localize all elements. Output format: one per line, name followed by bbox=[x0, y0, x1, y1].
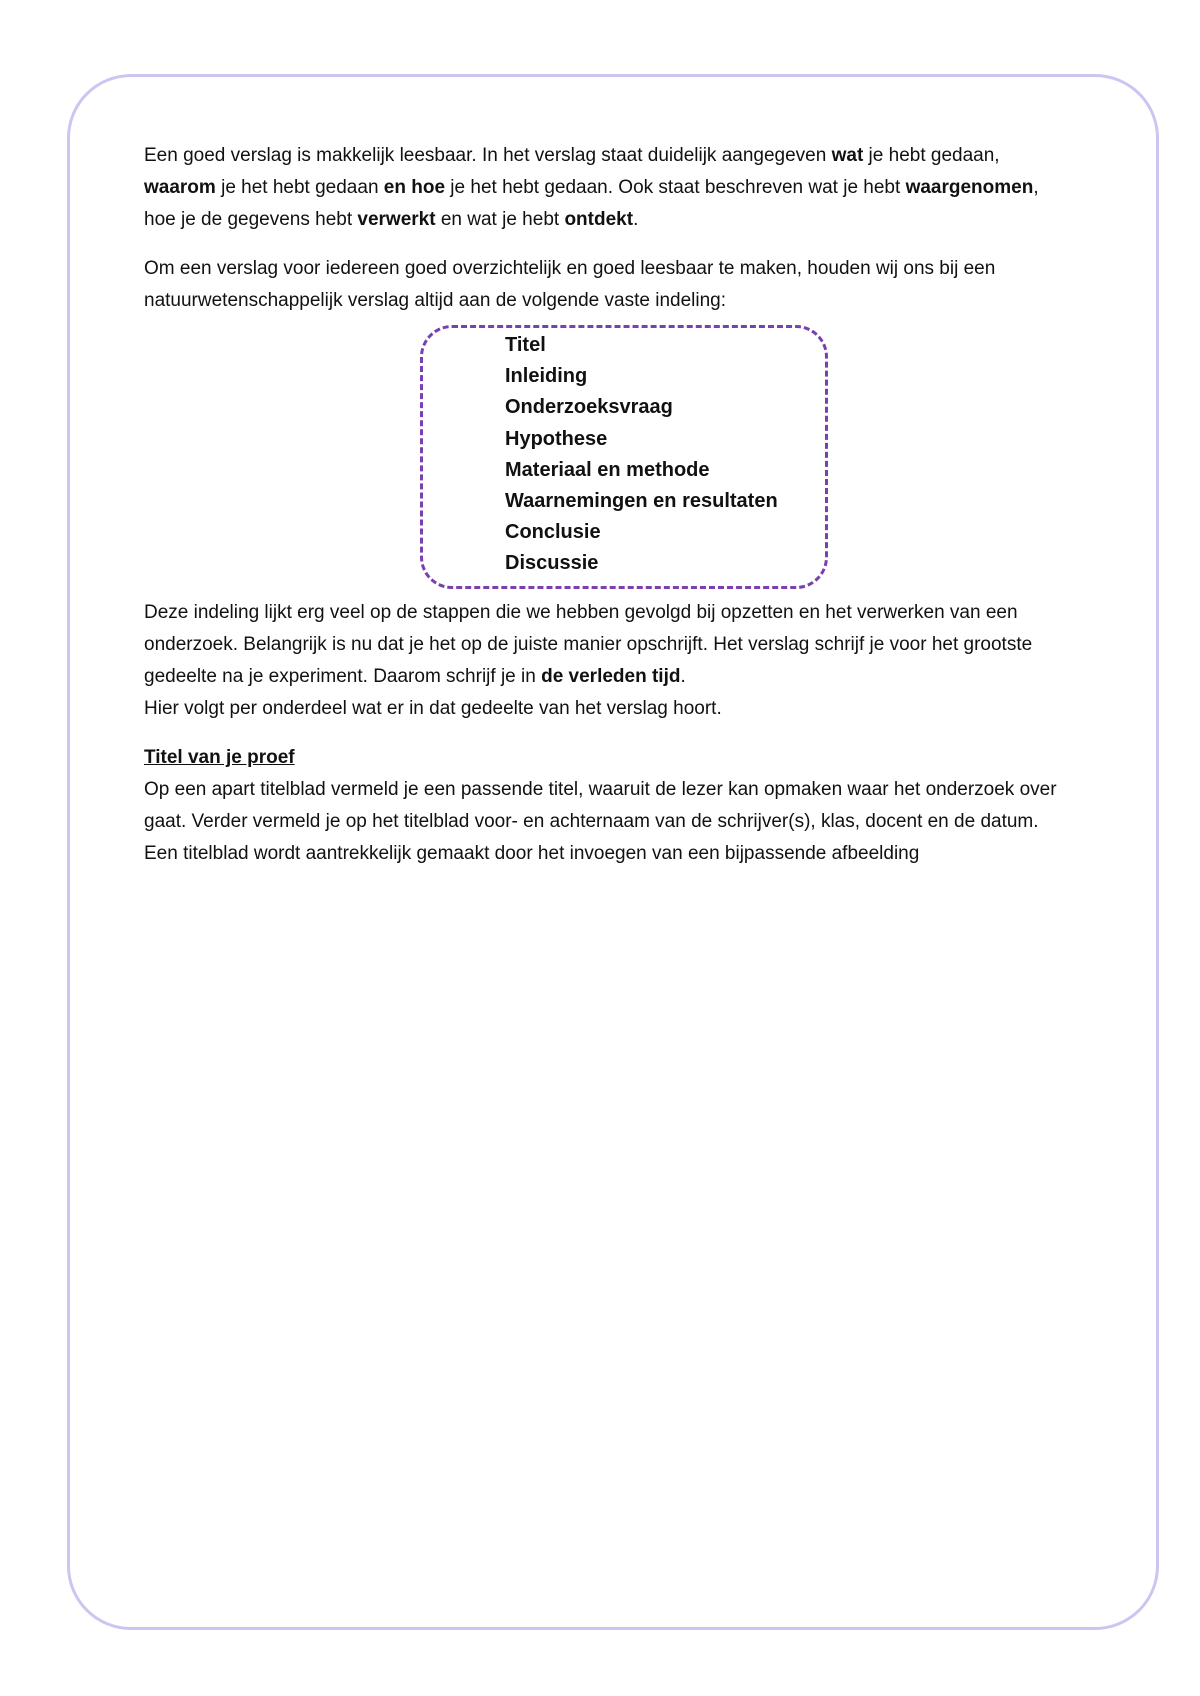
intro-text: je het hebt gedaan bbox=[215, 177, 384, 198]
document-body bbox=[144, 140, 1074, 870]
report-outline-box bbox=[420, 325, 828, 589]
section-body-titel: Op een apart titelblad vermeld je een passende titel, waaruit de lezer kan opmaken waar het onderzoek over gaat. Verder vermeld je op het titelblad voor- en achternaam van de schrijver(s), klas, docent en de datum. Een titelblad wordt aantrekkelijk gemaakt door het invoegen van een bijpassende afbeelding bbox=[144, 779, 1057, 864]
intro-paragraph-2: Om een verslag voor iedereen goed overzichtelijk en goed leesbaar te maken, houden wij ons bij een natuurwetenschappelijk verslag altijd aan de volgende vaste indeling: bbox=[144, 258, 996, 311]
outline-item-discussie: Discussie bbox=[505, 552, 599, 575]
intro-text: en wat je hebt bbox=[435, 209, 565, 230]
emphasis-waargenomen: waargenomen bbox=[905, 177, 1034, 198]
outline-item-titel: Titel bbox=[505, 334, 546, 356]
intro-paragraph-1 bbox=[144, 140, 1074, 236]
intro-text: . bbox=[633, 209, 639, 230]
emphasis-verleden-tijd: de verleden tijd bbox=[541, 666, 681, 687]
intro-text: Een goed verslag is makkelijk leesbaar. In het verslag staat duidelijk aangegeven bbox=[144, 145, 832, 166]
emphasis-waarom: waarom bbox=[144, 177, 216, 198]
outline-item-inleiding: Inleiding bbox=[505, 365, 588, 388]
intro-text: , hoe je de gegevens hebt bbox=[144, 177, 1039, 230]
emphasis-ontdekt: ontdekt bbox=[564, 209, 634, 230]
outline-explanation-paragraph bbox=[144, 597, 1074, 725]
intro-text: je het hebt gedaan. Ook staat beschreven wat je hebt bbox=[445, 177, 906, 198]
outline-item-waarnemingen: Waarnemingen en resultaten bbox=[505, 490, 778, 513]
outline-item-materiaal-en-methode: Materiaal en methode bbox=[505, 458, 710, 481]
explanation-text: . bbox=[680, 666, 686, 687]
explanation-text: Deze indeling lijkt erg veel op de stappen die we hebben gevolgd bij opzetten en het verwerken van een onderzoek. Belangrijk is nu dat je het op de juiste manier opschrijft. Het verslag schrijf je voor het grootste gedeelte na je experiment. Daarom schrijf je in bbox=[144, 602, 1033, 687]
section-heading-titel: Titel van je proef bbox=[144, 747, 295, 768]
explanation-line-2: Hier volgt per onderdeel wat er in dat gedeelte van het verslag hoort. bbox=[144, 698, 722, 719]
outline-item-conclusie: Conclusie bbox=[505, 521, 601, 544]
outline-item-onderzoeksvraag: Onderzoeksvraag bbox=[505, 396, 673, 419]
emphasis-en-hoe: en hoe bbox=[383, 177, 446, 198]
emphasis-wat: wat bbox=[831, 145, 864, 166]
emphasis-verwerkt: verwerkt bbox=[357, 209, 436, 230]
outline-item-hypothese: Hypothese bbox=[505, 427, 608, 450]
intro-text: je hebt gedaan, bbox=[863, 145, 1000, 166]
report-outline-list bbox=[505, 330, 778, 580]
